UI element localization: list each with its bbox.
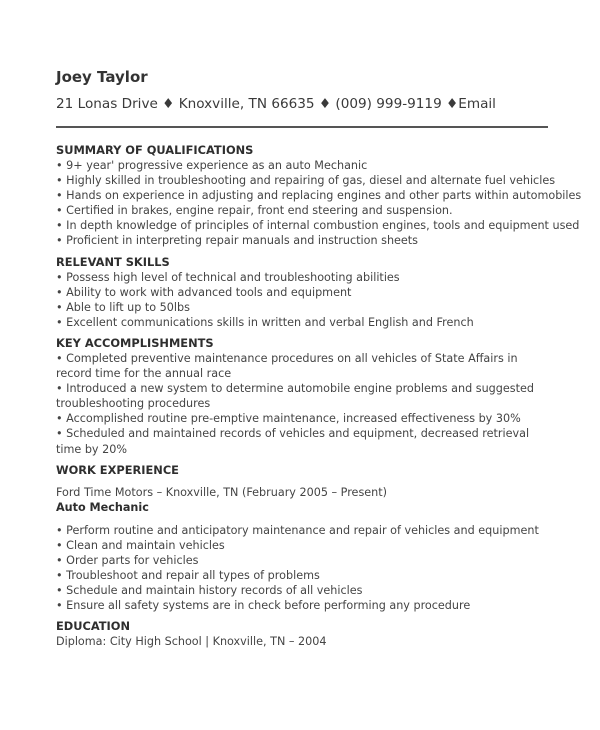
accomplishment-item: • Scheduled and maintained records of vehicles and equipment, decreased retrieval time by 20% — [56, 427, 530, 456]
skill-item: • Ability to work with advanced tools and equipment — [56, 285, 352, 299]
duty-item: • Clean and maintain vehicles — [56, 538, 225, 552]
education-section — [56, 619, 556, 649]
duty-item: • Order parts for vehicles — [56, 553, 199, 567]
header-divider — [56, 126, 548, 128]
duty-item: • Schedule and maintain history records of all vehicles — [56, 584, 363, 598]
summary-item: • 9+ year' progressive experience as an auto Mechanic — [56, 159, 368, 172]
skill-item: • Possess high level of technical and troubleshooting abilities — [56, 270, 400, 284]
resume-header — [56, 66, 556, 114]
summary-item: • In depth knowledge of principles of internal combustion engines, tools and equipment used — [56, 219, 580, 233]
skills-section — [56, 255, 556, 330]
experience-heading: WORK EXPERIENCE — [56, 462, 179, 477]
accomplishments-section — [56, 336, 556, 457]
summary-heading: SUMMARY OF QUALIFICATIONS — [56, 143, 254, 157]
employer-line: Ford Time Motors – Knoxville, TN (February 2005 – Present) — [56, 485, 387, 499]
accomplishment-item: • Accomplished routine pre-emptive maintenance, increased effectiveness by 30% — [56, 412, 521, 426]
education-entry: Diploma: City High School | Knoxville, TN – 2004 — [56, 635, 327, 649]
job-title: Auto Mechanic — [56, 500, 149, 514]
skill-item: • Able to lift up to 50lbs — [56, 300, 190, 314]
accomplishment-item: • Completed preventive maintenance procedures on all vehicles of State Affairs in record time for the annual race — [56, 351, 518, 381]
skill-item: • Excellent communications skills in written and verbal English and French — [56, 315, 474, 329]
accomplishments-heading: KEY ACCOMPLISHMENTS — [56, 335, 214, 350]
summary-item: • Certified in brakes, engine repair, front end steering and suspension. — [56, 204, 453, 218]
skills-heading: RELEVANT SKILLS — [56, 254, 170, 269]
summary-item: • Hands on experience in adjusting and replacing engines and other parts within automobiles — [56, 189, 582, 203]
duty-item: • Perform routine and anticipatory maintenance and repair of vehicles and equipment — [56, 523, 539, 537]
contact-line: 21 Lonas Drive ♦ Knoxville, TN 66635 ♦ (009) 999-9119 ♦Email — [56, 96, 496, 112]
education-heading: EDUCATION — [56, 619, 130, 634]
summary-item: • Proficient in interpreting repair manuals and instruction sheets — [56, 234, 419, 248]
duty-item: • Ensure all safety systems are in check before performing any procedure — [56, 599, 471, 613]
experience-section — [56, 463, 556, 614]
job-duties — [56, 523, 556, 614]
duty-item: • Troubleshoot and repair all types of problems — [56, 569, 320, 583]
summary-section — [56, 143, 582, 249]
summary-item: • Highly skilled in troubleshooting and repairing of gas, diesel and alternate fuel vehicles — [56, 174, 556, 188]
resume-body — [56, 143, 582, 655]
accomplishment-item: • Introduced a new system to determine automobile engine problems and suggested troubleshooting procedures — [56, 382, 534, 411]
candidate-name: Joey Taylor — [56, 68, 148, 86]
